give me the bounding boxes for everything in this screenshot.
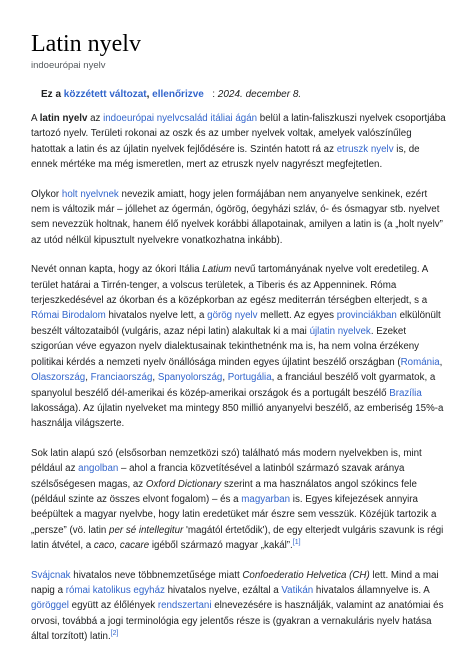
page-title: Latin nyelv — [31, 31, 141, 57]
wiki-link[interactable]: újlatin nyelvek — [309, 325, 371, 337]
text-run: is. Egyes kifejezések annyira beépültek a magyar nyelvbe, hogy latin eredetüket már észre sem vesszük. Közéjük tartozik a „persze” (vö. latin — [31, 493, 437, 536]
citation-link[interactable]: [1] — [292, 538, 301, 546]
wiki-link[interactable]: Portugália — [227, 372, 272, 384]
paragraph — [31, 446, 446, 554]
text-run: . Ezeket szigorúan véve egyazon nyelv dialektusainak tekinthetnénk ma is, ha nem volna érzékeny politikai kérdés a nemzeti nyelv önállósága minden egyes újlatint beszélő országban ( — [31, 325, 420, 368]
paragraph — [31, 187, 446, 249]
text-run: elkülönült beszélt változataiból (vulgáris, azaz népi latin) alakultak ki a mai — [31, 310, 441, 337]
wiki-link[interactable]: angolban — [78, 463, 119, 475]
text-run: , — [439, 356, 443, 368]
text-run: is, de ennek mértéke ma még ismeretlen, mert az etruszk nyelv nagyrészt megfejtetlen. — [31, 143, 420, 171]
wiki-link[interactable]: provinciákban — [336, 310, 397, 322]
italic-text: Latium — [202, 264, 232, 276]
paragraph — [31, 111, 446, 173]
text-run: , a franciául beszélő volt gyarmatok, a spanyolul beszélő dél-amerikai és közép-amerikai országok és a portugált beszélő — [31, 372, 436, 399]
wiki-link[interactable]: holt nyelvnek — [61, 188, 119, 200]
text-run: hivatalos nyelve, ezáltal a — [164, 584, 282, 596]
wiki-link[interactable]: rendszertani — [157, 600, 212, 612]
italic-text: caco, cacare — [93, 540, 150, 552]
wiki-link[interactable]: itáliai ágán — [210, 113, 258, 124]
wiki-link[interactable]: Vatikán — [281, 584, 314, 596]
article-content — [31, 111, 446, 645]
text-run: hivatalos neve többnemzetűsége miatt — [70, 569, 243, 581]
citation-superscript — [111, 630, 119, 637]
published-version-link[interactable]: közzétett változat — [63, 89, 147, 100]
text-run: Olykor — [31, 188, 62, 200]
wiki-link[interactable]: göröggel — [31, 600, 69, 612]
text-run: elnevezésére is használják, valamint az anatómiai és orvosi, továbbá a jogi terminológia egy jelentős része is (gyakran a vernakuláris nyelv hatása által torzított) latin. — [31, 600, 444, 643]
wiki-link[interactable]: indoeurópai nyelvcsalád — [103, 113, 208, 124]
wiki-link[interactable]: Brazília — [389, 387, 422, 399]
text-run: Nevét onnan kapta, hogy az ókori Itália — [31, 264, 203, 276]
text-run: , — [152, 372, 158, 384]
paragraph — [31, 262, 446, 431]
text-run: hivatalos nyelve lett, a — [105, 310, 208, 322]
text-run: az — [87, 113, 104, 124]
text-run: nevezik amiatt, hogy jelen formájában nem anyanyelve senkinek, ezért nem is változik már – jóllehet az ógermán, ógörög, óegyházi szláv, ó- és ósmagyar stb. nyelvet sem nevezzük holtnak, hanem élő nyelvek korábbi állapotainak, amilyen a latin is (a „holt nyelv” az utód nélkül kipusztult nyelvekre vonatkozhatna inkább). — [31, 188, 443, 246]
italic-text: Oxford Dictionary — [145, 478, 222, 490]
wiki-link[interactable]: Római Birodalom — [31, 310, 106, 322]
wiki-link[interactable]: római katolikus egyház — [65, 584, 165, 596]
italic-text: per sé intellegitur — [109, 524, 184, 536]
wiki-link[interactable]: Spanyolország — [157, 372, 223, 384]
text-run: belül a latin-faliszkuszi nyelvek csoportjába tartozó nyelv. Területi rokonai az oszk és az umber nyelvek voltak, amelyek valószínűleg hatottak a latin és az újlatin nyelvek fejlődésére is. Szintén hatott rá az — [31, 113, 446, 155]
wiki-link[interactable]: magyarban — [241, 493, 291, 505]
paragraph — [31, 568, 446, 645]
flag-prefix: Ez a — [41, 89, 64, 100]
text-run: nevű tartományának nyelve volt eredetileg. A terület határai a Tirrén-tenger, a volscus területek, a Tiberis és az Appenninek. Róma terjeszkedésével az ókorban és a középkorban az egész mediterrán térségben elterjedt, s a — [31, 264, 428, 307]
text-run: igéből származó magyar „kakál”. — [149, 540, 293, 552]
checked-link[interactable]: ellenőrizve — [152, 89, 204, 100]
text-run: lakossága). Az újlatin nyelveket ma mintegy 850 millió anyanyelvi beszélő, az emberiség 15%-a használja világszerte. — [31, 402, 444, 430]
text-run: együtt az élőlények — [68, 600, 158, 612]
text-run: A — [31, 113, 40, 124]
text-run: , — [222, 372, 228, 384]
text-run: mellett. Az egyes — [257, 310, 337, 322]
text-run: lett. Mind a mai napig a — [31, 569, 439, 596]
wiki-link[interactable]: Románia — [400, 356, 440, 368]
wiki-link[interactable]: etruszk nyelv — [336, 143, 394, 155]
text-run: Sok latin alapú szó (elsősorban nemzetközi szó) található más modern nyelvekben is, mint például az — [31, 447, 422, 475]
text-run: szerint a ma használatos angol szókincs fele (például szinte az összes elvont fogalom) – és a — [31, 478, 417, 505]
text-run: – ahol a francia közvetítésével a latinból származó szavak aránya szélsőségesen magas, az — [31, 463, 405, 490]
bold-term: latin nyelv — [39, 113, 88, 124]
text-run: hivatalos államnyelve is. A — [313, 584, 430, 596]
text-run: 'magától értetődik'), de egy elterjedt vulgáris szavunk is régi latin átvétel, a — [31, 524, 444, 552]
wiki-link[interactable]: Franciaország — [90, 372, 153, 384]
citation-superscript — [293, 539, 301, 546]
text-run: , — [85, 372, 91, 384]
page-subtitle: indoeurópai nyelv — [31, 60, 106, 71]
wiki-link[interactable]: Svájcnak — [31, 569, 71, 581]
flag-date: 2024. december 8. — [217, 89, 302, 100]
italic-text: Confoederatio Helvetica (CH) — [242, 569, 370, 581]
citation-link[interactable]: [2] — [110, 629, 119, 637]
flagged-revision-notice: Ez a közzétett változat, ellenőrizve : 2024. december 8. — [41, 89, 302, 100]
wiki-link[interactable]: Olaszország — [31, 372, 86, 384]
flag-separator: , — [146, 89, 153, 100]
wiki-link[interactable]: görög nyelv — [207, 310, 258, 322]
